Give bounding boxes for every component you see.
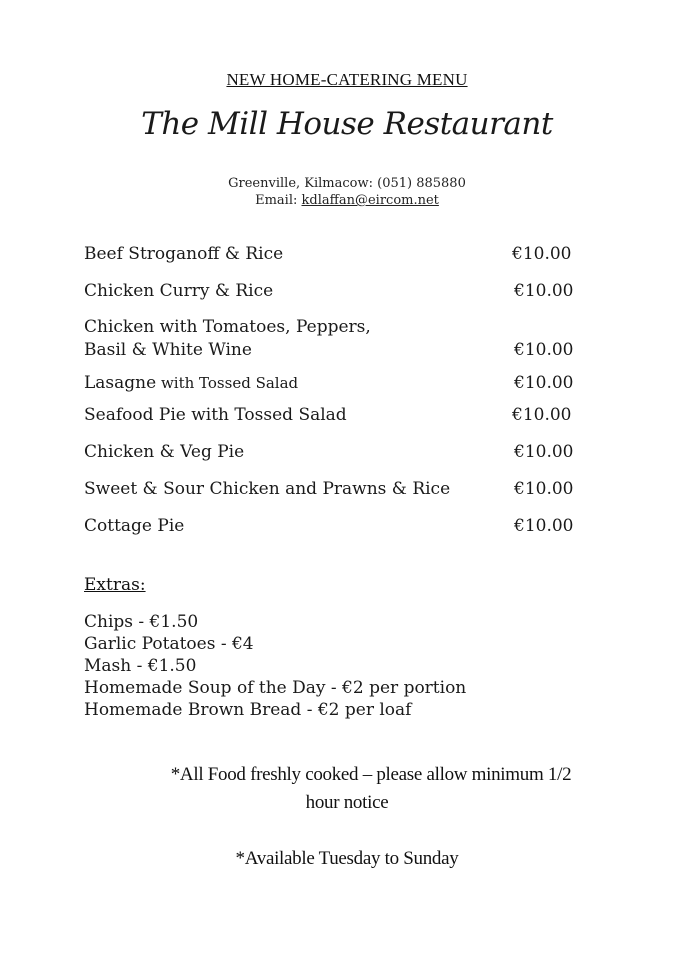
document-title: NEW HOME-CATERING MENU bbox=[226, 70, 468, 89]
menu-item-name: Chicken with Tomatoes, Peppers, bbox=[84, 317, 371, 337]
menu-item-name: Chicken Curry & Rice bbox=[84, 281, 274, 301]
menu-item-price: €10.00 bbox=[514, 442, 574, 462]
extras-item: Homemade Soup of the Day - €2 per portion bbox=[84, 678, 467, 698]
menu-item-name: Sweet & Sour Chicken and Prawns & Rice bbox=[84, 479, 451, 499]
menu-item-name: Cottage Pie bbox=[84, 516, 185, 536]
email-label: Email: bbox=[255, 193, 302, 208]
menu-item-price: €10.00 bbox=[514, 340, 574, 360]
email-link[interactable]: kdlaffan@eircom.net bbox=[301, 193, 439, 208]
menu-item-name bbox=[84, 373, 298, 393]
cooking-notice-line1: *All Food freshly cooked – please allow minimum 1/2 bbox=[170, 764, 572, 785]
menu-item-main: Lasagne bbox=[84, 373, 157, 393]
extras-item: Garlic Potatoes - €4 bbox=[84, 634, 254, 654]
menu-item-price: €10.00 bbox=[512, 244, 572, 264]
menu-item-name: Beef Stroganoff & Rice bbox=[84, 244, 284, 264]
availability-notice: *Available Tuesday to Sunday bbox=[235, 848, 459, 869]
address-line: Greenville, Kilmacow: (051) 885880 bbox=[228, 176, 466, 191]
menu-item-name: Chicken & Veg Pie bbox=[84, 442, 245, 462]
menu-item-price: €10.00 bbox=[514, 373, 574, 393]
extras-item: Mash - €1.50 bbox=[84, 656, 197, 676]
extras-item: Chips - €1.50 bbox=[84, 612, 199, 632]
menu-item-price: €10.00 bbox=[514, 479, 574, 499]
menu-item-price: €10.00 bbox=[514, 516, 574, 536]
restaurant-name: The Mill House Restaurant bbox=[141, 106, 553, 142]
extras-item: Homemade Brown Bread - €2 per loaf bbox=[84, 700, 412, 720]
email-line bbox=[0, 193, 694, 208]
menu-item-name: Basil & White Wine bbox=[84, 340, 252, 360]
menu-item-price: €10.00 bbox=[514, 281, 574, 301]
extras-heading: Extras: bbox=[84, 575, 146, 595]
menu-item-name: Seafood Pie with Tossed Salad bbox=[84, 405, 347, 425]
cooking-notice-line2: hour notice bbox=[305, 792, 389, 813]
menu-item-suffix: with Tossed Salad bbox=[156, 374, 299, 392]
menu-item-price: €10.00 bbox=[512, 405, 572, 425]
